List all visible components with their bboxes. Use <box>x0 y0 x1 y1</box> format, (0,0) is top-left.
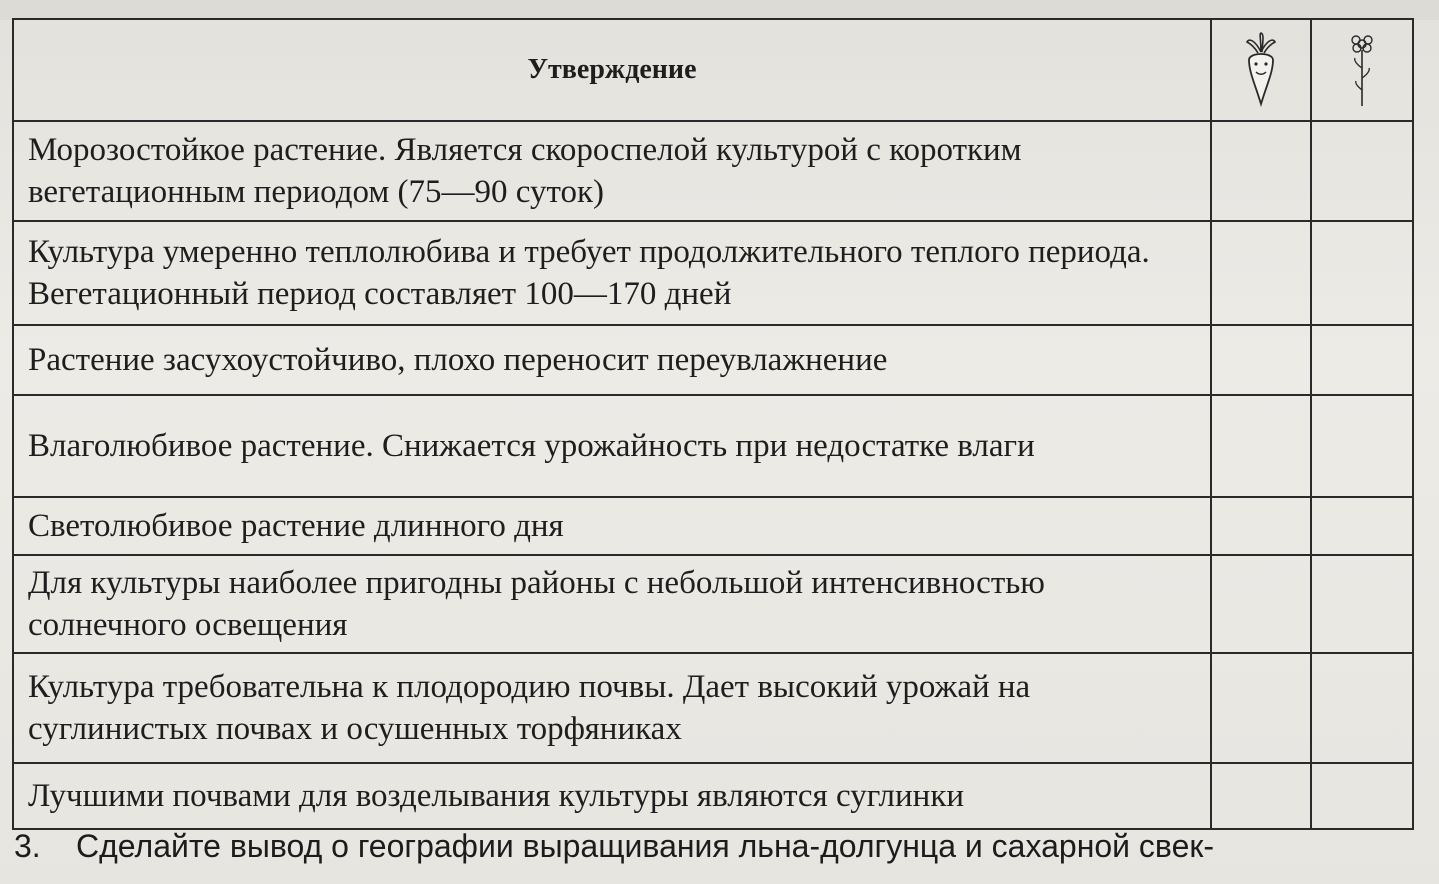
beet-answer-cell[interactable] <box>1211 325 1311 395</box>
statement-cell: Морозостойкое растение. Является скороспелой культурой с коротким вегетационным периодом (75—90 суток) <box>13 121 1211 221</box>
flax-answer-cell[interactable] <box>1311 497 1413 555</box>
statement-cell: Влаголюбивое растение. Снижается урожайность при недостатке влаги <box>13 395 1211 497</box>
flax-answer-cell[interactable] <box>1311 395 1413 497</box>
statement-cell: Лучшими почвами для возделывания культуры являются суглинки <box>13 763 1211 829</box>
statements-table <box>12 18 1414 830</box>
sugar-beet-icon <box>1239 32 1283 108</box>
table-row <box>13 325 1413 395</box>
beet-answer-cell[interactable] <box>1211 221 1311 325</box>
beet-answer-cell[interactable] <box>1211 121 1311 221</box>
statement-column-header: Утверждение <box>13 19 1211 121</box>
beet-answer-cell[interactable] <box>1211 555 1311 653</box>
beet-column-header <box>1211 19 1311 121</box>
flax-answer-cell[interactable] <box>1311 121 1413 221</box>
flax-answer-cell[interactable] <box>1311 555 1413 653</box>
flax-answer-cell[interactable] <box>1311 325 1413 395</box>
table-row <box>13 497 1413 555</box>
table-row <box>13 221 1413 325</box>
flax-column-header <box>1311 19 1413 121</box>
table-row <box>13 555 1413 653</box>
beet-answer-cell[interactable] <box>1211 763 1311 829</box>
previous-text-strip <box>0 0 1439 20</box>
statement-cell: Для культуры наиболее пригодны районы с небольшой интенсивностью солнечного освещения <box>13 555 1211 653</box>
flax-icon <box>1346 32 1378 108</box>
beet-answer-cell[interactable] <box>1211 497 1311 555</box>
flax-answer-cell[interactable] <box>1311 653 1413 763</box>
flax-answer-cell[interactable] <box>1311 763 1413 829</box>
table-row <box>13 121 1413 221</box>
statement-cell: Растение засухоустойчиво, плохо переносит переувлажнение <box>13 325 1211 395</box>
beet-answer-cell[interactable] <box>1211 395 1311 497</box>
flax-answer-cell[interactable] <box>1311 221 1413 325</box>
beet-answer-cell[interactable] <box>1211 653 1311 763</box>
statement-cell: Культура требовательна к плодородию почвы. Дает высокий урожай на суглинистых почвах и осушенных торфяниках <box>13 653 1211 763</box>
task-number: 3. <box>14 828 41 864</box>
table-row <box>13 395 1413 497</box>
table-row <box>13 763 1413 829</box>
statement-cell: Светолюбивое растение длинного дня <box>13 497 1211 555</box>
task-conclusion <box>14 828 1214 865</box>
table-header-row <box>13 19 1413 121</box>
statement-cell: Культура умеренно теплолюбива и требует продолжительного теплого периода. Вегетационный период составляет 100—170 дней <box>13 221 1211 325</box>
task-text: Сделайте вывод о географии выращивания льна-долгунца и сахарной свек- <box>76 828 1215 864</box>
table-row <box>13 653 1413 763</box>
